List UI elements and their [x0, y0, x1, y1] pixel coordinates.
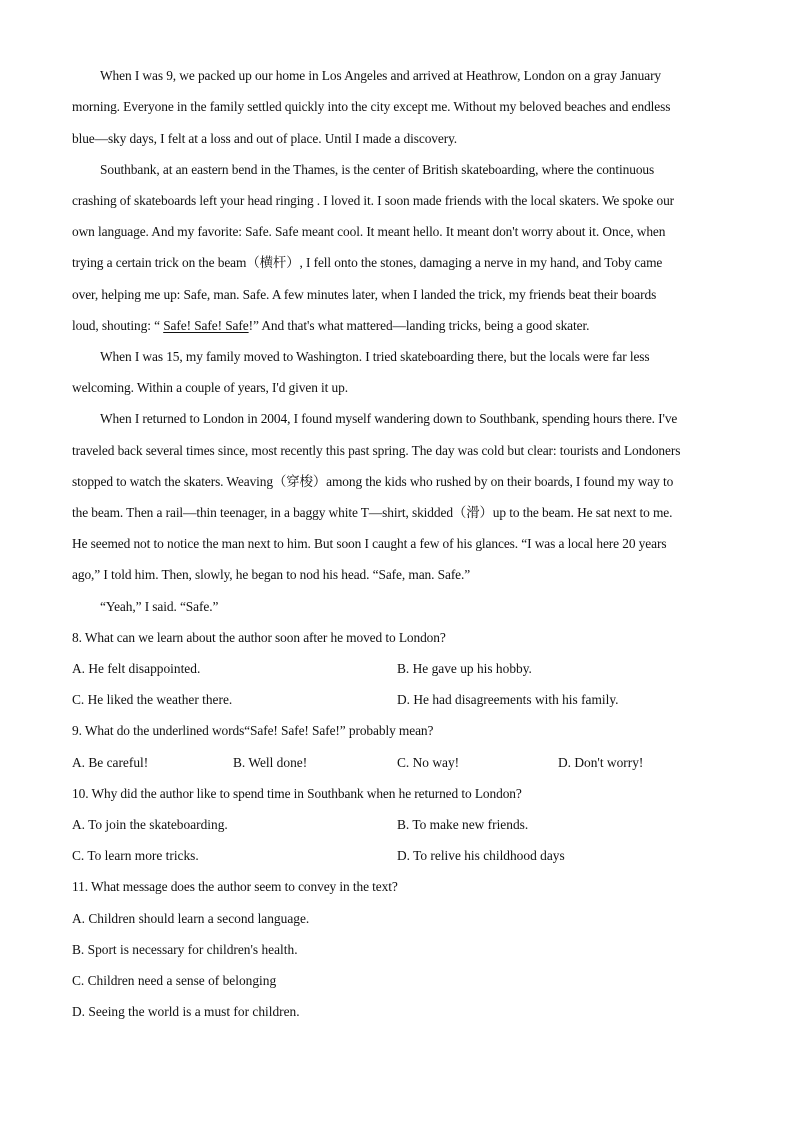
question-stem: 9. What do the underlined words“Safe! Safe! Safe!” probably mean? — [72, 723, 434, 738]
answer-option: B. Sport is necessary for children's health. — [72, 942, 298, 957]
passage-line: ago,” I told him. Then, slowly, he began to nod his head. “Safe, man. Safe.” — [72, 567, 471, 582]
passage-text: loud, shouting: “ — [72, 318, 164, 333]
passage-line: “Yeah,” I said. “Safe.” — [100, 599, 219, 614]
underlined-words: Safe! Safe! Safe — [163, 318, 249, 333]
answer-option: A. Children should learn a second language. — [72, 911, 310, 926]
passage-line: blue—sky days, I felt at a loss and out of place. Until I made a discovery. — [72, 131, 458, 146]
passage-line: traveled back several times since, most recently this past spring. The day was cold but clear: tourists and Londoners — [72, 443, 681, 458]
passage-line: stopped to watch the skaters. Weaving（穿梭）among the kids who rushed by on their boards, I found my way to — [72, 474, 674, 489]
passage-line: Southbank, at an eastern bend in the Thames, is the center of British skateboarding, where the continuous — [100, 162, 655, 177]
answer-option: D. Seeing the world is a must for children. — [72, 1004, 300, 1019]
passage-line — [72, 317, 589, 335]
question-stem: 8. What can we learn about the author soon after he moved to London? — [72, 630, 446, 645]
passage-line: When I was 15, my family moved to Washington. I tried skateboarding there, but the locals were far less — [100, 349, 650, 364]
answer-option: D. He had disagreements with his family. — [397, 692, 619, 707]
answer-option: A. Be careful! — [72, 755, 149, 770]
passage-line: over, helping me up: Safe, man. Safe. A few minutes later, when I landed the trick, my friends beat their boards — [72, 287, 657, 302]
passage-text: !” And that's what mattered—landing tricks, being a good skater. — [248, 318, 590, 333]
answer-option: A. To join the skateboarding. — [72, 817, 228, 832]
passage-line: He seemed not to notice the man next to him. But soon I caught a few of his glances. “I was a local here 20 years — [72, 536, 667, 551]
passage-line: trying a certain trick on the beam（横杆）, I fell onto the stones, damaging a nerve in my hand, and Toby came — [72, 255, 663, 270]
answer-option: B. He gave up his hobby. — [397, 661, 532, 676]
answer-option: C. Children need a sense of belonging — [72, 973, 277, 988]
answer-option: A. He felt disappointed. — [72, 661, 201, 676]
passage-line: the beam. Then a rail—thin teenager, in a baggy white T—shirt, skidded（滑）up to the beam. He sat next to me. — [72, 505, 673, 520]
passage-line: When I returned to London in 2004, I found myself wandering down to Southbank, spending hours there. I've — [100, 411, 678, 426]
answer-option: B. Well done! — [233, 755, 308, 770]
question-stem: 10. Why did the author like to spend time in Southbank when he returned to London? — [72, 786, 522, 801]
passage-line: welcoming. Within a couple of years, I'd given it up. — [72, 380, 348, 395]
passage-line: morning. Everyone in the family settled quickly into the city except me. Without my beloved beaches and endless — [72, 99, 671, 114]
answer-option: C. To learn more tricks. — [72, 848, 199, 863]
answer-option: C. He liked the weather there. — [72, 692, 233, 707]
question-stem: 11. What message does the author seem to convey in the text? — [72, 879, 398, 894]
passage-line: crashing of skateboards left your head ringing . I loved it. I soon made friends with the local skaters. We spoke our — [72, 193, 675, 208]
answer-option: B. To make new friends. — [397, 817, 529, 832]
passage-line: When I was 9, we packed up our home in Los Angeles and arrived at Heathrow, London on a gray January — [100, 68, 662, 83]
answer-option: D. Don't worry! — [558, 755, 644, 770]
passage-line: own language. And my favorite: Safe. Safe meant cool. It meant hello. It meant don't worry about it. Once, when — [72, 224, 666, 239]
answer-option: C. No way! — [397, 755, 460, 770]
answer-option: D. To relive his childhood days — [397, 848, 565, 863]
